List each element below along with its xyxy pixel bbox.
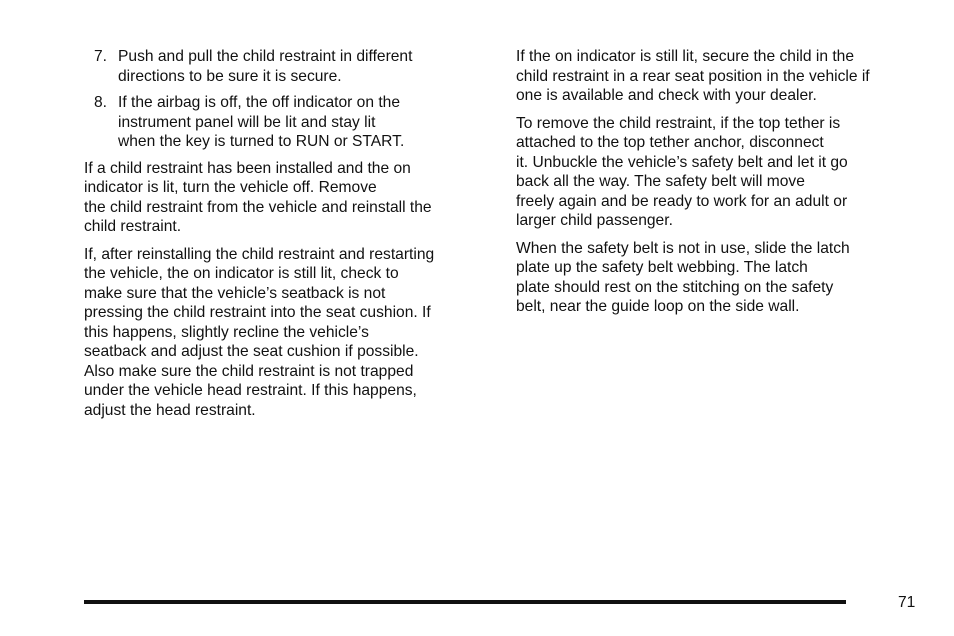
text-line: freely again and be ready to work for an adult or (516, 192, 848, 210)
text-line: it. Unbuckle the vehicle’s safety belt and let it go (516, 153, 848, 171)
text-line: when the key is turned to RUN or START. (118, 133, 405, 150)
list-item-7 (84, 47, 494, 86)
text-line: Push and pull the child restraint in different (118, 48, 413, 65)
text-line: If, after reinstalling the child restraint and restarting (84, 245, 435, 263)
text-line: belt, near the guide loop on the side wall. (516, 298, 800, 315)
text-line: plate should rest on the stitching on the safety (516, 278, 834, 296)
footer-rule (84, 600, 846, 604)
list-number: 7. (94, 48, 108, 65)
text-line: indicator is lit, turn the vehicle off. Remove (84, 179, 377, 196)
text-line: If a child restraint has been installed and the on (84, 159, 411, 177)
text-line: one is available and check with your dealer. (516, 87, 817, 104)
text-line: back all the way. The safety belt will move (516, 173, 805, 190)
paragraph (84, 245, 494, 421)
text-line: If the on indicator is still lit, secure the child in the (516, 48, 855, 65)
text-line: seatback and adjust the seat cushion if possible. (84, 343, 419, 360)
text-line: the vehicle, the on indicator is still lit, check to (84, 265, 399, 282)
list-text (118, 93, 494, 152)
paragraph (516, 239, 920, 317)
text-line: make sure that the vehicle’s seatback is not (84, 284, 386, 302)
text-line: the child restraint from the vehicle and reinstall the (84, 198, 432, 216)
text-line: adjust the head restraint. (84, 401, 256, 419)
text-line: Also make sure the child restraint is not trapped (84, 362, 414, 380)
text-line: child restraint. (84, 218, 182, 235)
paragraph (516, 47, 920, 106)
text-line: this happens, slightly recline the vehicle’s (84, 323, 369, 341)
list-item-8 (84, 93, 494, 152)
text-line: When the safety belt is not in use, slide the latch (516, 239, 850, 257)
text-line: plate up the safety belt webbing. The latch (516, 259, 808, 276)
text-line: To remove the child restraint, if the top tether is (516, 114, 841, 132)
text-line: attached to the top tether anchor, disconnect (516, 134, 824, 151)
text-line: pressing the child restraint into the seat cushion. If (84, 304, 431, 321)
list-text (118, 47, 494, 86)
list-number: 8. (94, 94, 108, 111)
text-line: larger child passenger. (516, 212, 673, 229)
paragraph (84, 159, 494, 237)
page-number: 71 (898, 594, 916, 611)
text-line: under the vehicle head restraint. If this happens, (84, 382, 417, 399)
text-line: If the airbag is off, the off indicator on the (118, 94, 401, 111)
text-line: instrument panel will be lit and stay lit (118, 113, 376, 131)
right-column (516, 47, 920, 325)
left-column (84, 47, 494, 428)
paragraph (516, 114, 920, 231)
text-line: child restraint in a rear seat position in the vehicle if (516, 67, 870, 85)
text-line: directions to be sure it is secure. (118, 67, 342, 85)
